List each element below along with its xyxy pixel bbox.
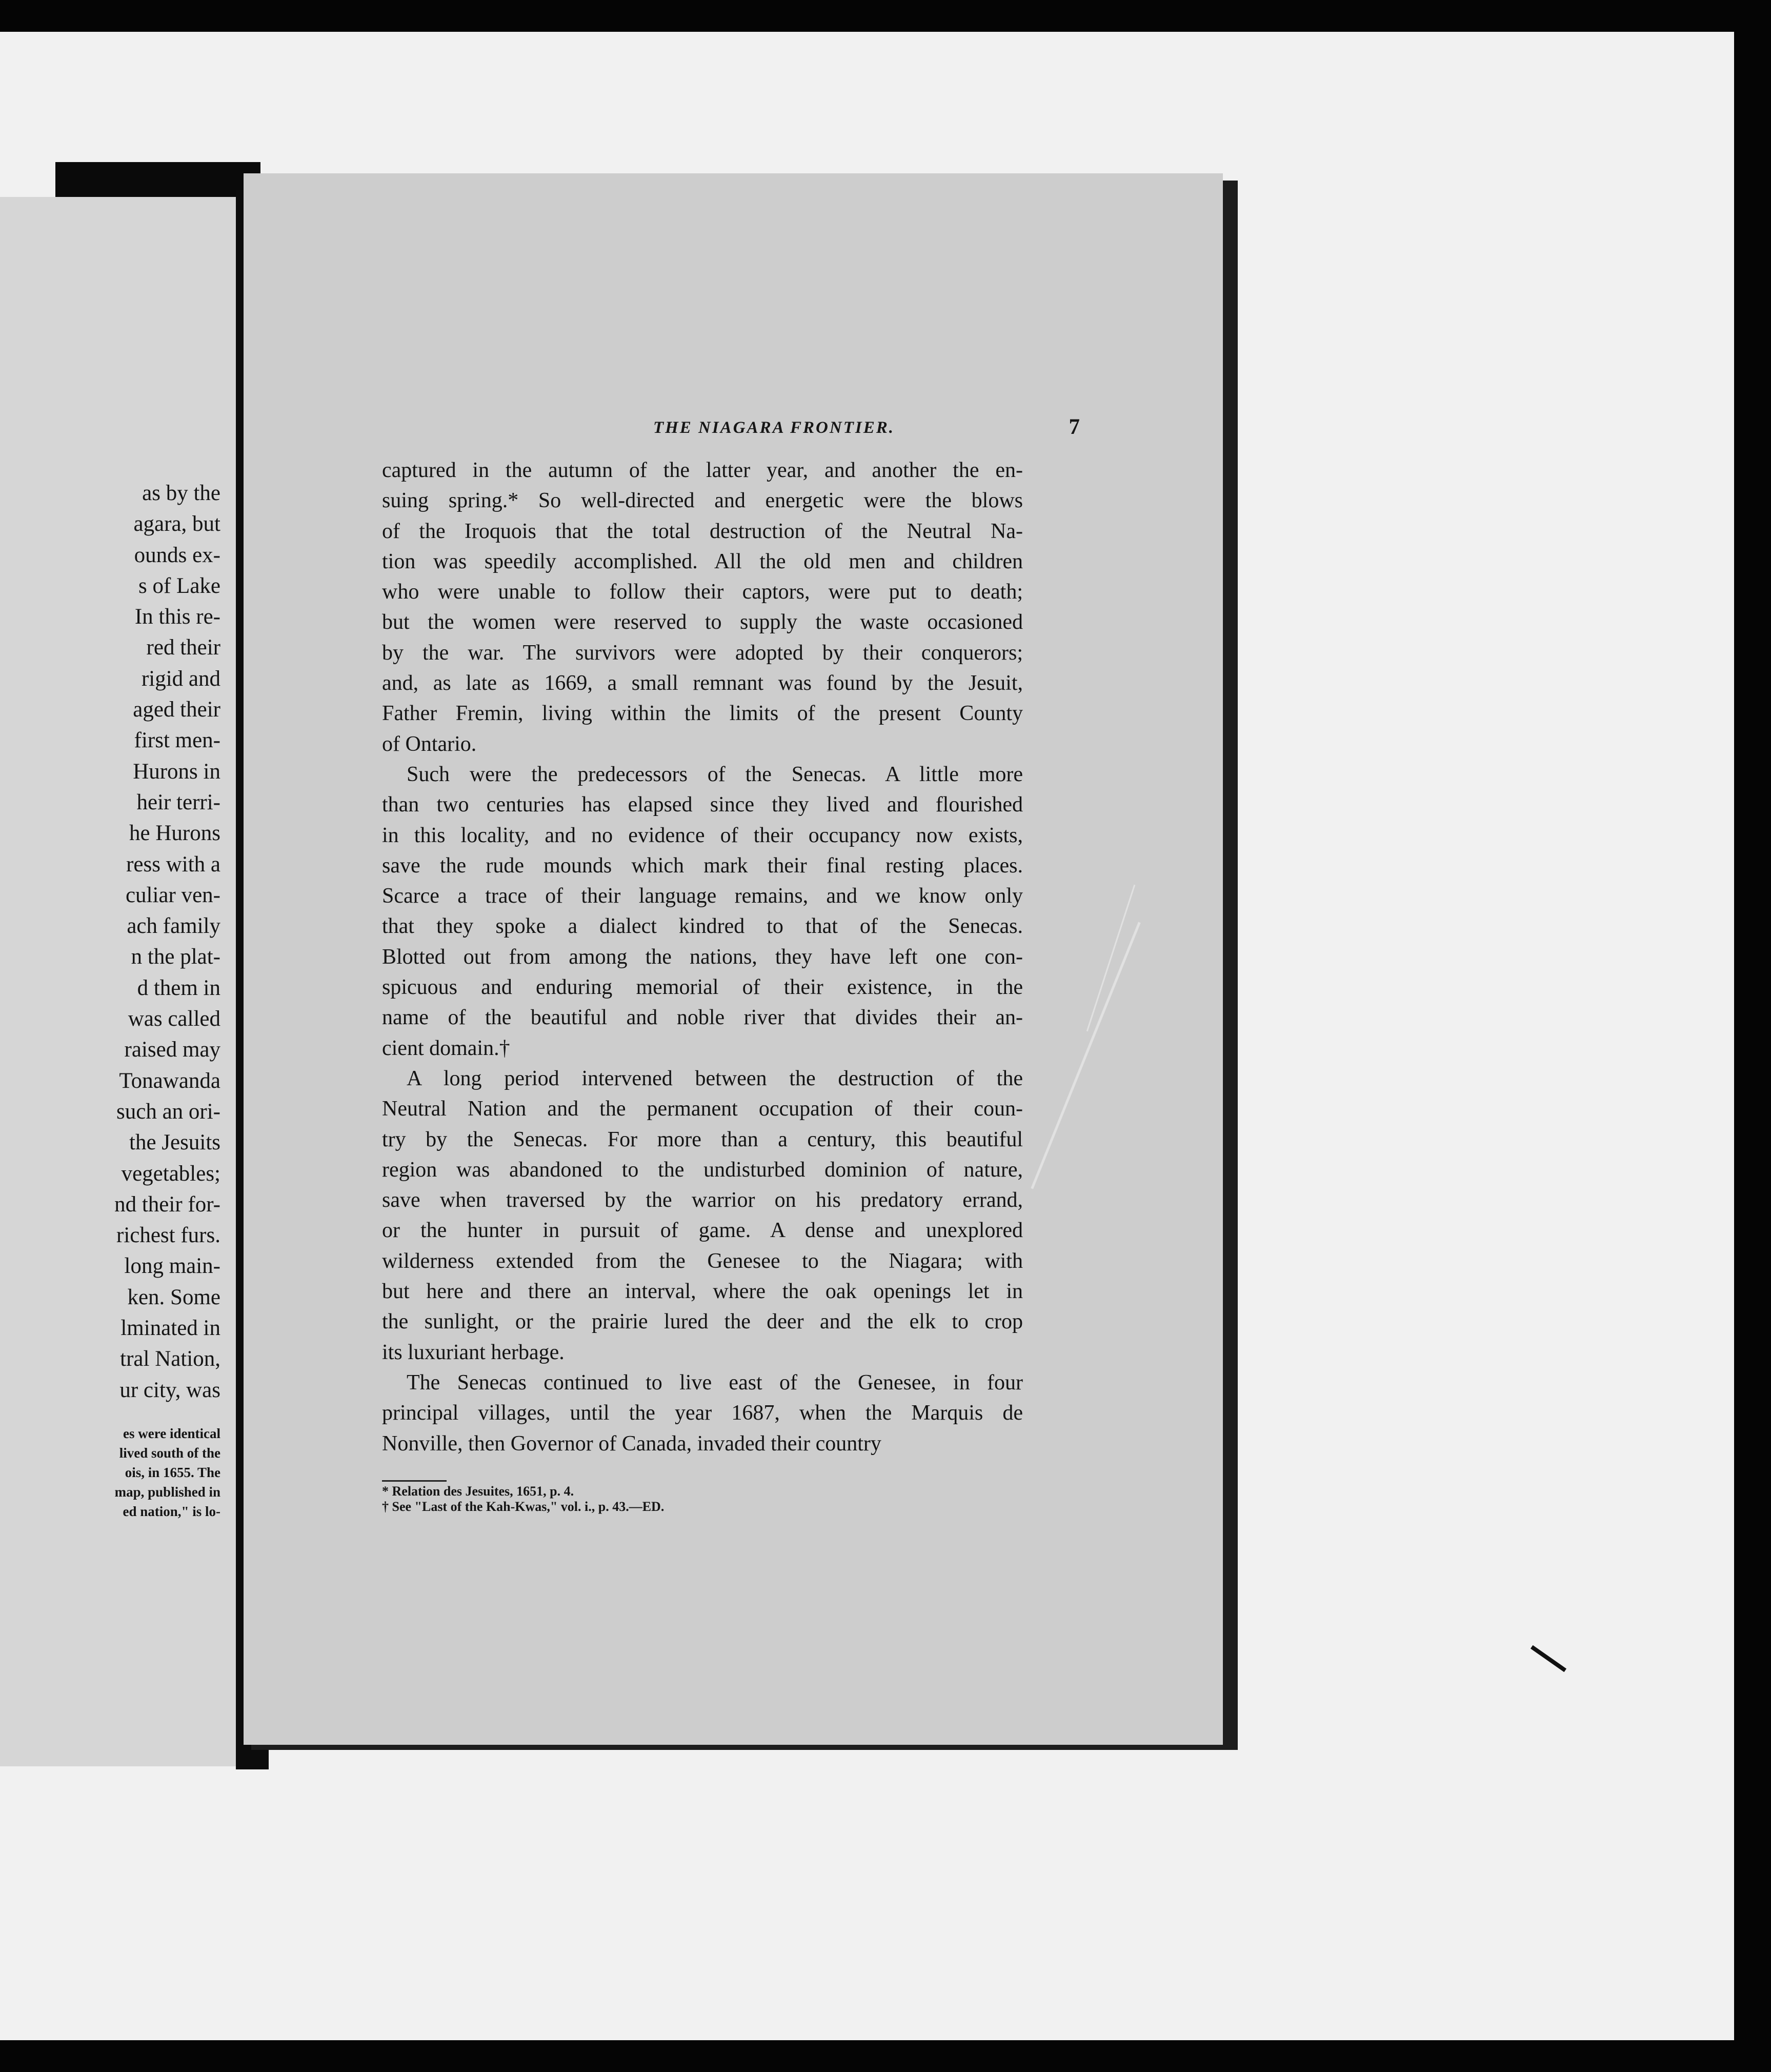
text-line: wilderness extended from the Genesee to the Niagara; with (382, 1249, 1023, 1273)
scan-scratch (1031, 922, 1140, 1189)
text-line: but here and there an interval, where the oak openings let in (382, 1280, 1023, 1304)
left-page-line: lminated in (120, 1316, 220, 1341)
text-line: captured in the autumn of the latter year, and another the en- (382, 459, 1023, 482)
text-line: The Senecas continued to live east of the Genesee, in four (407, 1370, 1023, 1394)
left-page-line: vegetables; (121, 1161, 220, 1186)
text-line: Such were the predecessors of the Senecas. A little more (407, 762, 1023, 786)
scan-border-bottom (0, 2040, 1771, 2072)
left-page-line: as by the (142, 481, 220, 505)
left-page-line: culiar ven- (125, 883, 220, 907)
text-line: who were unable to follow their captors, were put to death; (382, 580, 1023, 604)
text-line: the sunlight, or the prairie lured the deer and the elk to crop (382, 1310, 1023, 1334)
scan-scratch (1086, 885, 1136, 1031)
text-line: and, as late as 1669, a small remnant was found by the Jesuit, (382, 671, 1023, 695)
left-page-line: Hurons in (133, 759, 220, 784)
left-page-line: tral Nation, (120, 1347, 220, 1371)
text-line: tion was speedily accomplished. All the old men and children (382, 549, 1023, 573)
left-page-line: such an ori- (116, 1099, 220, 1124)
left-page-line: ach family (127, 914, 220, 939)
scan-border-right (1734, 0, 1771, 2072)
text-line: Neutral Nation and the permanent occupation of their coun- (382, 1097, 1023, 1121)
left-page-footnote-line: ed nation," is lo- (123, 1504, 220, 1519)
left-page-line: first men- (134, 728, 220, 753)
left-page-line: ounds ex- (134, 543, 220, 567)
text-line: save the rude mounds which mark their final resting places. (382, 853, 1023, 878)
text-line: by the war. The survivors were adopted by their conquerors; (382, 641, 1023, 665)
running-head (546, 415, 1081, 449)
left-page-line: ur city, was (119, 1378, 220, 1402)
text-line: Father Fremin, living within the limits of the present County (382, 702, 1023, 726)
text-line: Scarce a trace of their language remains, and we know only (382, 884, 1023, 908)
text-line: Nonville, then Governor of Canada, invaded their country (382, 1431, 881, 1456)
left-page-line: red their (146, 635, 220, 660)
left-page-line: heir terri- (136, 790, 220, 814)
text-line: principal villages, until the year 1687, when the Marquis de (382, 1401, 1023, 1425)
text-line: its luxuriant herbage. (382, 1340, 565, 1364)
footnote-line: † See "Last of the Kah-Kwas," vol. i., p. 43.—ED. (382, 1499, 665, 1514)
left-page-footnote-line: lived south of the (119, 1445, 220, 1461)
left-page-line: long main- (124, 1254, 220, 1279)
left-page-line: rigid and (141, 666, 220, 691)
left-page-line: n the plat- (131, 945, 220, 969)
left-page-line: ken. Some (127, 1285, 220, 1309)
left-page-line: nd their for- (114, 1192, 220, 1217)
left-page-line: aged their (133, 698, 220, 722)
text-line: Blotted out from among the nations, they have left one con- (382, 945, 1023, 969)
page-number: 7 (1069, 415, 1081, 439)
text-line: that they spoke a dialect kindred to that of the Senecas. (382, 914, 1023, 939)
text-line: name of the beautiful and noble river that divides their an- (382, 1006, 1023, 1030)
left-page-line: raised may (124, 1038, 220, 1062)
left-page-footnote-line: map, published in (114, 1484, 220, 1500)
text-line: try by the Senecas. For more than a century, this beautiful (382, 1127, 1023, 1151)
footnote-line: * Relation des Jesuites, 1651, p. 4. (382, 1484, 574, 1499)
left-page-line: richest furs. (116, 1223, 220, 1248)
text-line: or the hunter in pursuit of game. A dense and unexplored (382, 1219, 1023, 1243)
left-page-line: ress with a (126, 852, 220, 876)
left-page-line: d them in (137, 975, 220, 1000)
text-line: region was abandoned to the undisturbed dominion of nature, (382, 1158, 1023, 1182)
text-line: cient domain.† (382, 1036, 510, 1060)
left-page-edge (55, 162, 260, 199)
left-page-line: s of Lake (138, 573, 220, 598)
text-line: of the Iroquois that the total destruction of the Neutral Na- (382, 519, 1023, 543)
left-page (0, 197, 256, 1766)
left-page-line: agara, but (133, 512, 220, 536)
text-line: than two centuries has elapsed since they lived and flourished (382, 793, 1023, 817)
left-page-line: the Jesuits (129, 1130, 220, 1155)
text-line: A long period intervened between the destruction of the (407, 1066, 1023, 1090)
left-page-text (0, 478, 220, 1406)
left-page-footnote-line: ois, in 1655. The (125, 1465, 220, 1480)
running-title: THE NIAGARA FRONTIER. (653, 419, 895, 437)
book-page (244, 173, 1223, 1745)
left-page-line: In this re- (134, 605, 220, 629)
left-page-footnote-line: es were identical (123, 1426, 220, 1441)
scan-border-top (0, 0, 1771, 32)
left-page-line: he Hurons (129, 821, 220, 846)
text-line: of Ontario. (382, 732, 477, 756)
left-page-line: was called (128, 1007, 220, 1031)
left-page-line: Tonawanda (119, 1068, 220, 1093)
text-line: in this locality, and no evidence of their occupancy now exists, (382, 823, 1023, 847)
text-line: save when traversed by the warrior on his predatory errand, (382, 1188, 1023, 1212)
left-page-footnotes (0, 1424, 220, 1521)
body-text (382, 455, 1023, 1459)
footnote-rule (382, 1480, 447, 1482)
text-line: spicuous and enduring memorial of their existence, in the (382, 975, 1023, 1000)
footnotes (382, 1484, 792, 1515)
text-line: suing spring.* So well-directed and energetic were the blows (382, 489, 1023, 513)
text-line: but the women were reserved to supply the waste occasioned (382, 610, 1023, 634)
